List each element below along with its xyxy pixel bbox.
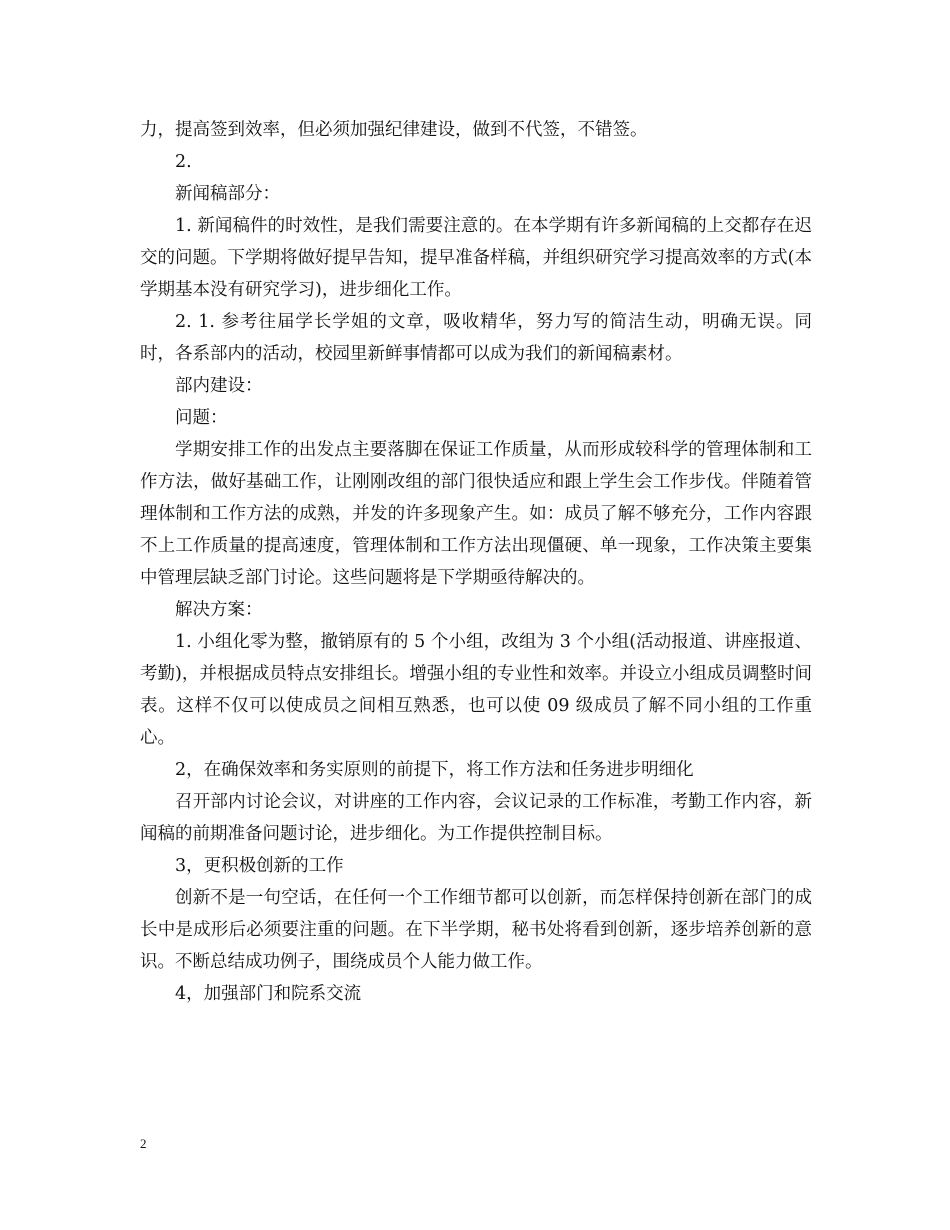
paragraph-15: 4，加强部门和院系交流 <box>175 984 362 1004</box>
paragraph-14: 创新不是一句空话，在任何一个工作细节都可以创新，而怎样保持创新在部门的成长中是成形后必须要注重的问题。在下半学期，秘书处将看到创新，逐步培养创新的意识。不断总结成功例子，围绕成员个人能力做工作。 <box>140 888 812 972</box>
page-number: 2 <box>140 1136 147 1151</box>
paragraph-2: 2. <box>175 152 192 172</box>
section-heading-news: 新闻稿部分： <box>175 184 280 204</box>
paragraph-1: 力，提高签到效率，但必须加强纪律建设，做到不代签，不错签。 <box>140 120 648 140</box>
section-heading-problems: 问题： <box>175 408 228 428</box>
section-heading-solutions: 解决方案： <box>175 600 263 620</box>
document-body <box>140 114 812 1010</box>
paragraph-12: 召开部内讨论会议，对讲座的工作内容，会议记录的工作标准，考勤工作内容，新闻稿的前期准备问题讨论，进步细化。为工作提供控制目标。 <box>140 792 812 844</box>
paragraph-13: 3，更积极创新的工作 <box>175 856 344 876</box>
paragraph-11: 2，在确保效率和务实原则的前提下，将工作方法和任务进步明细化 <box>175 760 694 780</box>
section-heading-internal: 部内建设： <box>175 376 263 396</box>
paragraph-10: 1. 小组化零为整，撤销原有的 5 个小组，改组为 3 个小组(活动报道、讲座报道、考勤)，并根据成员特点安排组长。增强小组的专业性和效率。并设立小组成员调整时间表。这样不仅可以使成员之间相互熟悉，也可以使 09 级成员了解不同小组的工作重心。 <box>140 632 812 748</box>
paragraph-8: 学期安排工作的出发点主要落脚在保证工作质量，从而形成较科学的管理体制和工作方法，做好基础工作，让刚刚改组的部门很快适应和跟上学生会工作步伐。伴随着管理体制和工作方法的成熟，并发的许多现象产生。如：成员了解不够充分，工作内容跟不上工作质量的提高速度，管理体制和工作方法出现僵硬、单一现象，工作决策主要集中管理层缺乏部门讨论。这些问题将是下学期亟待解决的。 <box>140 440 812 588</box>
paragraph-4: 1. 新闻稿件的时效性，是我们需要注意的。在本学期有许多新闻稿的上交都存在迟交的问题。下学期将做好提早告知，提早准备样稿，并组织研究学习提高效率的方式(本学期基本没有研究学习)，进步细化工作。 <box>140 216 812 300</box>
paragraph-5: 2. 1. 参考往届学长学姐的文章，吸收精华，努力写的简洁生动，明确无误。同时，各系部内的活动，校园里新鲜事情都可以成为我们的新闻稿素材。 <box>140 312 812 364</box>
